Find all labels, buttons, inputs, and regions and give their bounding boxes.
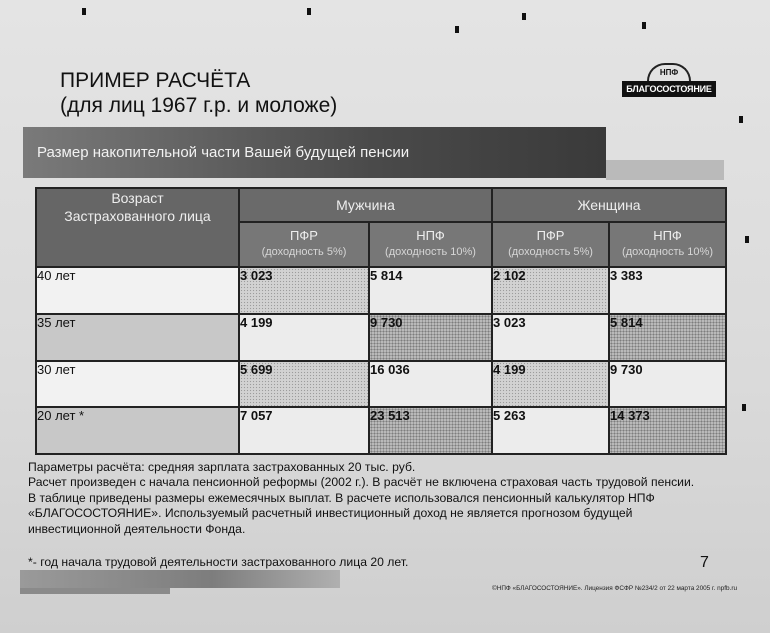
decorative-footer-stripe-small	[20, 588, 170, 594]
female-pfr-yield: (доходность 5%)	[508, 246, 593, 259]
page-number: 7	[700, 554, 709, 571]
decorative-footer-stripe	[20, 570, 340, 588]
decorative-strip	[606, 160, 724, 180]
pension-table	[35, 187, 727, 455]
age-header	[36, 188, 239, 267]
female-pfr-label: ПФР	[536, 228, 565, 244]
title-line-2: (для лиц 1967 г.р. и моложе)	[60, 94, 338, 117]
note-line: «БЛАГОСОСТОЯНИЕ». Используемый расчетный инвестиционный доход не является прогнозом будущей	[28, 506, 633, 521]
calculation-notes	[28, 460, 718, 537]
scan-speck	[82, 8, 86, 15]
female-pfr-header	[492, 222, 609, 268]
male-npf-cell: 16 036	[369, 361, 492, 408]
male-npf-cell: 5 814	[369, 267, 492, 314]
scan-speck	[307, 8, 311, 15]
age-cell: 30 лет	[36, 361, 239, 408]
female-header: Женщина	[492, 188, 726, 222]
age-cell: 20 лет *	[36, 407, 239, 454]
footnote: *- год начала трудовой деятельности застрахованного лица 20 лет.	[28, 555, 409, 569]
male-header: Мужчина	[239, 188, 492, 222]
table-row	[36, 407, 726, 454]
section-band	[23, 127, 606, 178]
male-npf-yield: (доходность 10%)	[385, 246, 476, 259]
male-npf-label: НПФ	[416, 228, 445, 244]
male-pfr-cell: 3 023	[239, 267, 369, 314]
female-pfr-cell: 4 199	[492, 361, 609, 408]
table-row	[36, 314, 726, 361]
female-npf-cell: 9 730	[609, 361, 726, 408]
male-npf-cell: 23 513	[369, 407, 492, 454]
table-row	[36, 267, 726, 314]
male-pfr-yield: (доходность 5%)	[261, 246, 347, 259]
scan-speck	[522, 13, 526, 20]
female-npf-label: НПФ	[653, 228, 682, 244]
note-line: инвестиционной деятельности Фонда.	[28, 521, 246, 536]
table-header-row	[36, 188, 726, 222]
table-row	[36, 361, 726, 408]
female-npf-yield: (доходность 10%)	[622, 246, 713, 259]
male-pfr-cell: 7 057	[239, 407, 369, 454]
note-line: Параметры расчёта: средняя зарплата застрахованных 20 тыс. руб.	[28, 460, 416, 474]
female-npf-cell: 5 814	[609, 314, 726, 361]
age-cell: 35 лет	[36, 314, 239, 361]
female-npf-cell: 14 373	[609, 407, 726, 454]
logo-wordmark: БЛАГОСОСТОЯНИЕ	[622, 81, 715, 97]
scan-speck	[745, 236, 749, 243]
scan-speck	[739, 116, 743, 123]
section-band-text: Размер накопительной части Вашей будущей пенсии	[37, 144, 410, 161]
npf-logo	[615, 63, 723, 113]
female-npf-cell: 3 383	[609, 267, 726, 314]
scan-speck	[742, 404, 746, 411]
note-line: Расчет произведен с начала пенсионной реформы (2002 г.). В расчёт не включена страховая часть трудовой пенсии.	[28, 475, 695, 490]
male-pfr-cell: 5 699	[239, 361, 369, 408]
female-pfr-cell: 5 263	[492, 407, 609, 454]
title-line-1: ПРИМЕР РАСЧЁТА	[60, 69, 251, 92]
copyright-line: ©НПФ «БЛАГОСОСТОЯНИЕ». Лицензия ФСФР №234/2 от 22 марта 2005 г. npfb.ru	[492, 585, 738, 592]
age-header-line-1: Возраст	[111, 190, 164, 206]
slide-title	[60, 68, 337, 118]
male-pfr-cell: 4 199	[239, 314, 369, 361]
age-header-line-2: Застрахованного лица	[64, 208, 211, 224]
logo-arc: НПФ	[647, 63, 691, 81]
scan-speck	[455, 26, 459, 33]
male-npf-cell: 9 730	[369, 314, 492, 361]
scan-speck	[642, 22, 646, 29]
female-npf-header	[609, 222, 726, 268]
male-pfr-label: ПФР	[290, 228, 318, 244]
note-line: В таблице приведены размеры ежемесячных выплат. В расчете использовался пенсионный калькулятор НПФ	[28, 490, 655, 505]
male-npf-header	[369, 222, 492, 268]
age-cell: 40 лет	[36, 267, 239, 314]
female-pfr-cell: 3 023	[492, 314, 609, 361]
female-pfr-cell: 2 102	[492, 267, 609, 314]
male-pfr-header	[239, 222, 369, 268]
